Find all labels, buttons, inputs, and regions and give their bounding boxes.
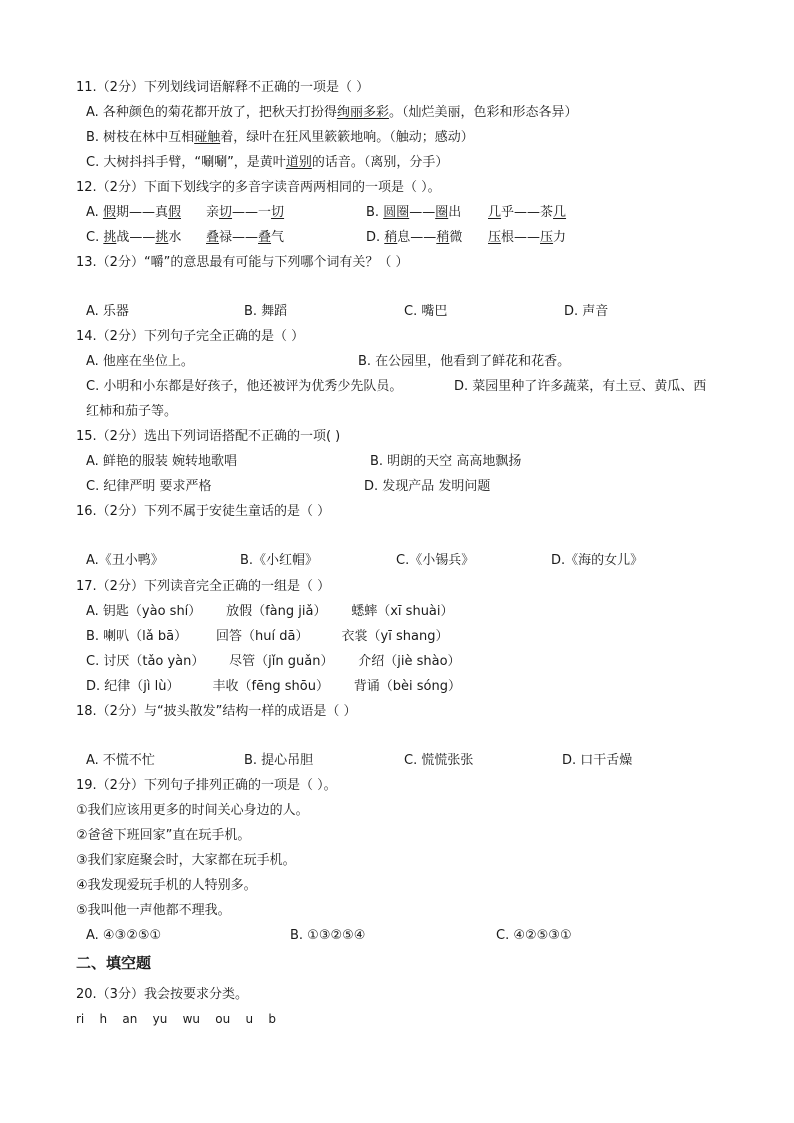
question-12-option-b-2: 几乎——茶几 xyxy=(488,205,567,220)
question-16-option-a: A.《丑小鸭》 xyxy=(86,553,164,568)
question-15-row-1 xyxy=(86,452,734,472)
question-16-option-b: B.《小红帽》 xyxy=(240,553,319,568)
question-19-sentence-2: ②爸爸下班回家”直在玩手机。 xyxy=(76,828,251,843)
question-11-option-b: B. 树枝在林中互相碰触着，绿叶在狂风里簌簌地响。（触动；感动） xyxy=(86,130,474,145)
question-15-option-b: B. 明朗的天空 高高地飘扬 xyxy=(370,454,522,469)
question-18-option-c: C. 慌慌张张 xyxy=(404,753,474,768)
question-17-option-d: D. 纪律（jì lù） 丰收（fēng shōu） 背诵（bèi sóng） xyxy=(86,679,461,694)
question-19-sentence-1: ①我们应该用更多的时间关心身边的人。 xyxy=(76,803,309,818)
question-14-option-a: A. 他座在坐位上。 xyxy=(86,354,194,369)
question-17-option-c: C. 讨厌（tǎo yàn） 尽管（jǐn guǎn） 介绍（jiè shào） xyxy=(86,654,461,669)
question-19-option-a: A. ④③②⑤① xyxy=(86,928,162,943)
question-15-option-c: C. 纪律严明 要求严格 xyxy=(86,479,212,494)
question-15-option-d: D. 发现产品 发明问题 xyxy=(364,479,491,494)
question-18-option-b: B. 提心吊胆 xyxy=(244,753,314,768)
question-19-option-c: C. ④②⑤③① xyxy=(496,928,572,943)
question-13-stem: 13.（2分）“嚼”的意思最有可能与下列哪个词有关？（ ） xyxy=(76,255,409,270)
section-heading: 二、填空题 xyxy=(76,954,152,972)
question-19-option-b: B. ①③②⑤④ xyxy=(290,928,366,943)
question-19-stem: 19.（2分）下列句子排列正确的一项是（ ）。 xyxy=(76,778,337,793)
question-14-option-d-cont: 红柿和茄子等。 xyxy=(86,404,178,419)
question-16-option-d: D.《海的女儿》 xyxy=(551,553,644,568)
question-18-options xyxy=(86,751,734,771)
question-15-option-a: A. 鲜艳的服装 婉转地歌唱 xyxy=(86,454,238,469)
question-17-option-b: B. 喇叭（lǎ bā） 回答（huí dā） 衣裳（yī shang） xyxy=(86,629,449,644)
question-12-option-c: C. 挑战——挑水 xyxy=(86,230,182,245)
question-14-option-d: D. 菜园里种了许多蔬菜，有土豆、黄瓜、西 xyxy=(454,379,707,394)
question-19-sentence-4: ④我发现爱玩手机的人特别多。 xyxy=(76,878,257,893)
question-17-option-a: A. 钥匙（yào shí） 放假（fàng jiǎ） 蟋蟀（xī shuài） xyxy=(86,604,454,619)
question-12-option-b: B. 圆圈——圈出 xyxy=(366,205,462,220)
question-13-option-d: D. 声音 xyxy=(564,304,609,319)
question-20-stem: 20.（3分）我会按要求分类。 xyxy=(76,987,248,1002)
question-15-stem: 15.（2分）选出下列词语搭配不正确的一项( ) xyxy=(76,429,341,444)
question-18-stem: 18.（2分）与“披头散发”结构一样的成语是（ ） xyxy=(76,704,357,719)
question-12-stem: 12.（2分）下面下划线字的多音字读音两两相同的一项是（ ）。 xyxy=(76,180,441,195)
question-16-options xyxy=(86,551,734,571)
question-19-sentence-5: ⑤我叫他一声他都不理我。 xyxy=(76,903,231,918)
question-20-letters: ri h an yu wu ou u b xyxy=(76,1012,276,1026)
question-12-option-a: A. 假期——真假 xyxy=(86,205,181,220)
question-16-option-c: C.《小锡兵》 xyxy=(396,553,475,568)
question-14-option-b: B. 在公园里，他看到了鲜花和花香。 xyxy=(358,354,571,369)
question-12-option-a-2: 亲切——一切 xyxy=(206,205,285,220)
question-11-option-a: A. 各种颜色的菊花都开放了，把秋天打扮得绚丽多彩。（灿烂美丽，色彩和形态各异） xyxy=(86,105,578,120)
question-19-options xyxy=(86,926,734,946)
question-14-stem: 14.（2分）下列句子完全正确的是（ ） xyxy=(76,329,305,344)
question-14-option-c: C. 小明和小东都是好孩子，他还被评为优秀少先队员。 xyxy=(86,379,403,394)
question-11-option-c: C. 大树抖抖手臂，“唰唰”，是黄叶道别的话音。（离别，分手） xyxy=(86,155,449,170)
question-12-row-2 xyxy=(86,228,734,248)
question-19-sentence-3: ③我们家庭聚会时，大家都在玩手机。 xyxy=(76,853,296,868)
question-12-option-d-2: 压根——压力 xyxy=(488,230,567,245)
question-13-option-b: B. 舞蹈 xyxy=(244,304,288,319)
question-14-row-1 xyxy=(86,352,734,372)
question-18-option-a: A. 不慌不忙 xyxy=(86,753,155,768)
question-13-option-a: A. 乐器 xyxy=(86,304,129,319)
question-18-option-d: D. 口干舌燥 xyxy=(562,753,633,768)
question-14-row-2 xyxy=(86,377,734,397)
question-15-row-2 xyxy=(86,477,734,497)
question-17-stem: 17.（2分）下列读音完全正确的一组是（ ） xyxy=(76,579,331,594)
question-13-options xyxy=(86,302,734,322)
question-12-option-c-2: 叠禄——叠气 xyxy=(206,230,285,245)
question-12-option-d: D. 稍息——稍微 xyxy=(366,230,463,245)
question-11-stem: 11.（2分）下列划线词语解释不正确的一项是（ ） xyxy=(76,80,370,95)
question-12-row-1 xyxy=(86,203,734,223)
question-16-stem: 16.（2分）下列不属于安徒生童话的是（ ） xyxy=(76,504,331,519)
question-13-option-c: C. 嘴巴 xyxy=(404,304,448,319)
